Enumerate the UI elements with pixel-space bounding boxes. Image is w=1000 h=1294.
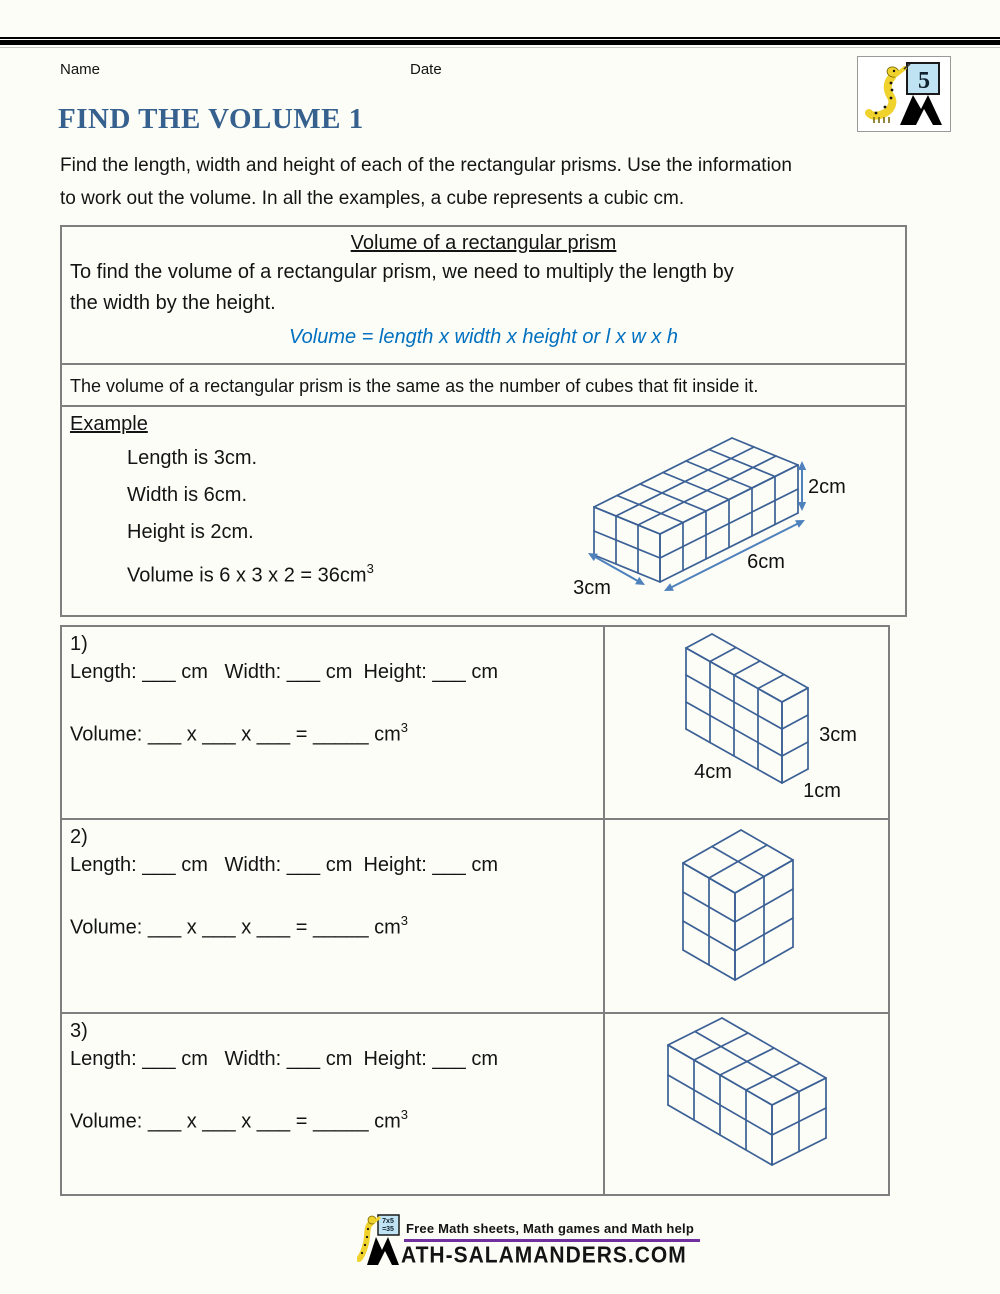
info-box-body (62, 257, 905, 319)
example-width-line: Width is 6cm. (127, 484, 248, 506)
svg-text:3cm: 3cm (819, 724, 857, 746)
volume-info-box (60, 225, 907, 617)
intro-line-1: Find the length, width and height of each of the rectangular prisms. Use the information (60, 155, 792, 176)
footer-brand (357, 1213, 694, 1269)
info-box-note-row (62, 365, 905, 407)
problem-3-text-cell (62, 1012, 603, 1194)
svg-text:1cm: 1cm (803, 780, 841, 802)
info-body-line-2: the width by the height. (70, 292, 276, 314)
problem-1-text-cell (62, 627, 603, 818)
svg-text:3cm: 3cm (573, 577, 611, 599)
svg-text:4cm: 4cm (694, 761, 732, 783)
page-title: FIND THE VOLUME 1 (58, 103, 364, 135)
footer-text-block (401, 1220, 700, 1268)
top-rule-shadow (0, 47, 1000, 48)
math-salamanders-logo (857, 56, 951, 132)
top-rule-thick (0, 40, 1000, 45)
problem-number: 1) (70, 633, 88, 655)
grade-number: 5 (918, 68, 930, 94)
example-length-line: Length is 3cm. (127, 447, 258, 469)
cubed-superscript: 3 (366, 561, 374, 576)
problems-table (60, 625, 890, 1196)
info-note: The volume of a rectangular prism is the same as the number of cubes that fit inside it. (70, 376, 759, 396)
cubed-superscript: 3 (400, 913, 409, 928)
problem-3-prism-figure (605, 1014, 890, 1192)
problem-volume-line: Volume: ___ x ___ x ___ = _____ $cm^3$ (70, 913, 409, 939)
intro-line-2: to work out the volume. In all the examples, a cube represents a cubic cm. (60, 188, 685, 209)
problem-1-prism-figure (605, 627, 890, 816)
problem-dims-line: Length: ___ cm Width: ___ cm Height: ___ cm (70, 1048, 498, 1070)
cubed-superscript: 3 (400, 720, 409, 735)
example-prism-figure (568, 407, 905, 613)
logo-m-glyph (900, 95, 942, 125)
salamander-icon (869, 64, 910, 123)
problem-dims-line: Length: ___ cm Width: ___ cm Height: ___ cm (70, 854, 498, 876)
top-rule-thin (0, 37, 1000, 39)
footer-tagline: Free Math sheets, Math games and Math help (404, 1221, 700, 1242)
example-row (62, 407, 905, 615)
problem-2-figure-cell (603, 818, 888, 1012)
example-volume-line: Volume is 6 x 3 x $2 = 36cm^3$ (127, 561, 374, 587)
svg-text:6cm: 6cm (747, 551, 785, 573)
problem-2-text-cell (62, 818, 603, 1012)
problem-3-figure-cell (603, 1012, 888, 1194)
problem-2-prism-figure (605, 820, 890, 1010)
info-box-definition-row (62, 227, 905, 365)
problem-dims-line: Length: ___ cm Width: ___ cm Height: ___ cm (70, 661, 498, 683)
problem-volume-line: Volume: ___ x ___ x ___ = _____ $cm^3$ (70, 720, 409, 746)
problem-number: 3) (70, 1020, 88, 1042)
cubed-superscript: 3 (400, 1107, 409, 1122)
problem-volume-line: Volume: ___ x ___ x ___ = _____ $cm^3$ (70, 1107, 409, 1133)
footer-salamander-logo-icon (357, 1213, 404, 1267)
footer-domain: ATH-SALAMANDERS.COM (401, 1243, 687, 1268)
problem-number: 2) (70, 826, 88, 848)
svg-text:2cm: 2cm (808, 476, 846, 498)
date-field-label: Date (410, 61, 442, 78)
name-field-label: Name (60, 61, 101, 78)
example-height-line: Height is 2cm. (127, 521, 254, 543)
intro-text (60, 149, 970, 215)
footer-m-glyph (367, 1237, 399, 1265)
salamander-grade-logo-icon (858, 57, 948, 129)
example-label: Example (70, 413, 148, 435)
info-body-line-1: To find the volume of a rectangular prism, we need to multiply the length by (70, 261, 734, 283)
info-box-heading: Volume of a rectangular prism (350, 232, 617, 254)
volume-formula: Volume = length x width x height or l x w x h (289, 326, 678, 348)
problem-1-figure-cell (603, 627, 888, 818)
footer-board-line-1: 7x5 (382, 1218, 394, 1225)
footer-board-line-2: =35 (382, 1226, 394, 1233)
